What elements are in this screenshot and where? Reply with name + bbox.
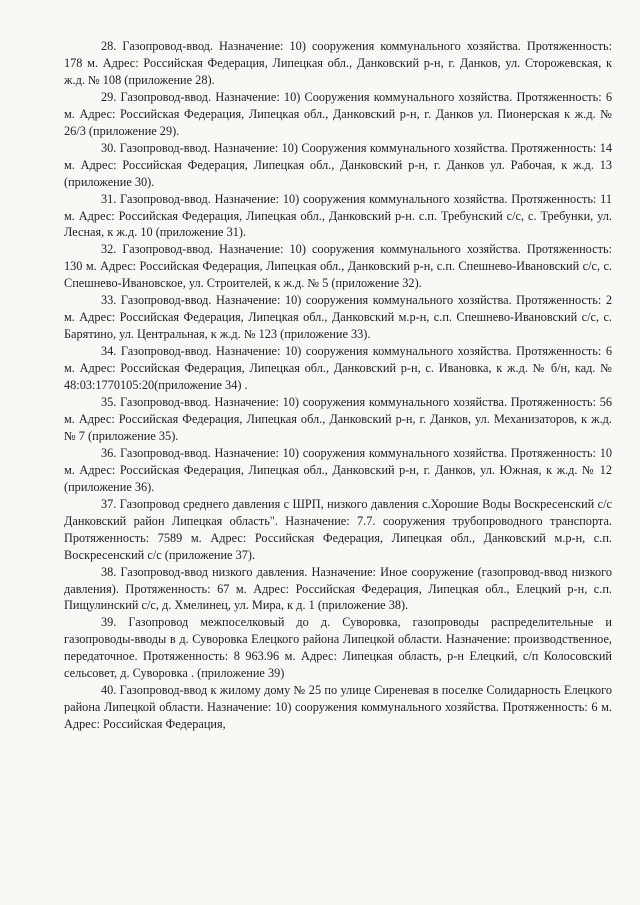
list-item: 34. Газопровод-ввод. Назначение: 10) сооружения коммунального хозяйства. Протяженность: 6 м. Адрес: Российская Федерация, Липецкая обл., Данковский р-н, с. Ивановка, к ж.д. № б/н, кад. № 48:03:1770105:20(приложение 34) . — [64, 344, 612, 393]
list-item: 30. Газопровод-ввод. Назначение: 10) Сооружения коммунального хозяйства. Протяженность: 14 м. Адрес: Российская Федерация, Липецкая обл., Данковский р-н, г. Данков ул. Рабочая, к ж.д. 13 (приложение 30). — [64, 140, 612, 189]
list-item: 28. Газопровод-ввод. Назначение: 10) сооружения коммунального хозяйства. Протяженность: 178 м. Адрес: Российская Федерация, Липецкая обл., Данковский р-н, г. Данков, ул. Сторожевская, к ж.д. № 108 (приложение 28). — [64, 39, 612, 87]
list-item: 35. Газопровод-ввод. Назначение: 10) сооружения коммунального хозяйства. Протяженность: 56 м. Адрес: Российская Федерация, Липецкая обл., Данковский р-н, г. Данков, ул. Механизаторов, к ж.д. № 7 (приложение 35). — [64, 395, 612, 443]
list-item: 39. Газопровод межпоселковый до д. Суворовка, газопроводы распределительные и газопроводы-вводы в д. Суворовка Елецкого района Липецкой области. Назначение: производственное, передаточное. Протяженность: 8 963.96 м. Адрес: Липецкая область, р-н Елецкий, с/п Колосовский сельсовет, д. Суворовка . (приложение 39) — [64, 615, 612, 681]
list-item: 38. Газопровод-ввод низкого давления. Назначение: Иное сооружение (газопровод-ввод низкого давления). Протяженность: 67 м. Адрес: Российская Федерация, Липецкая обл., Елецкий р-н, с.п. Пищулинский с/с, д. Хмелинец, ул. Мира, к д. 1 (приложение 38). — [64, 564, 612, 613]
list-item: 29. Газопровод-ввод. Назначение: 10) Сооружения коммунального хозяйства. Протяженность: 6 м. Адрес: Российская Федерация, Липецкая обл., Данковский р-н, г. Данков ул. Пионерская к ж.д. № 26/3 (приложение 29). — [64, 89, 612, 138]
list-item: 40. Газопровод-ввод к жилому дому № 25 по улице Сиреневая в поселке Солидарность Елецкого района Липецкой области. Назначение: 10) сооружения коммунального хозяйства. Протяженность: 6 м. Адрес: Российская Федерация, — [64, 683, 612, 732]
document-body — [64, 38, 612, 733]
list-item: 32. Газопровод-ввод. Назначение: 10) сооружения коммунального хозяйства. Протяженность: 130 м. Адрес: Российская Федерация, Липецкая обл., Данковский р-н, с.п. Спешнево-Ивановский с/с, с. Спешнево-Ивановское, ул. Строителей, к ж.д. № 5 (приложение 32). — [64, 242, 612, 291]
list-item: 31. Газопровод-ввод. Назначение: 10) сооружения коммунального хозяйства. Протяженность: 11 м. Адрес: Российская Федерация, Липецкая обл., Данковский р-н. с.п. Требунский с/с, с. Требунки, ул. Лесная, к ж.д. 10 (приложение 31). — [64, 191, 612, 240]
list-item: 37. Газопровод среднего давления с ШРП, низкого давления с.Хорошие Воды Воскресенский с/с Данковский район Липецкая область". Назначение: 7.7. сооружения трубопроводного транспорта. Протяженность: 7589 м. Адрес: Российская Федерация, Липецкая обл., Данковский м.р-н, с.п. Воскресенский с/с (приложение 37). — [64, 496, 612, 562]
list-item: 33. Газопровод-ввод. Назначение: 10) сооружения коммунального хозяйства. Протяженность: 2 м. Адрес: Российская Федерация, Липецкая обл., Данковский м.р-н, с.п. Спешнево-Ивановский с/с, с. Барятино, ул. Центральная, к ж.д. № 123 (приложение 33). — [64, 293, 612, 342]
list-item: 36. Газопровод-ввод. Назначение: 10) сооружения коммунального хозяйства. Протяженность: 10 м. Адрес: Российская Федерация, Липецкая обл., Данковский р-н, г. Данков, ул. Южная, к ж.д. № 12 (приложение 36). — [64, 445, 612, 494]
